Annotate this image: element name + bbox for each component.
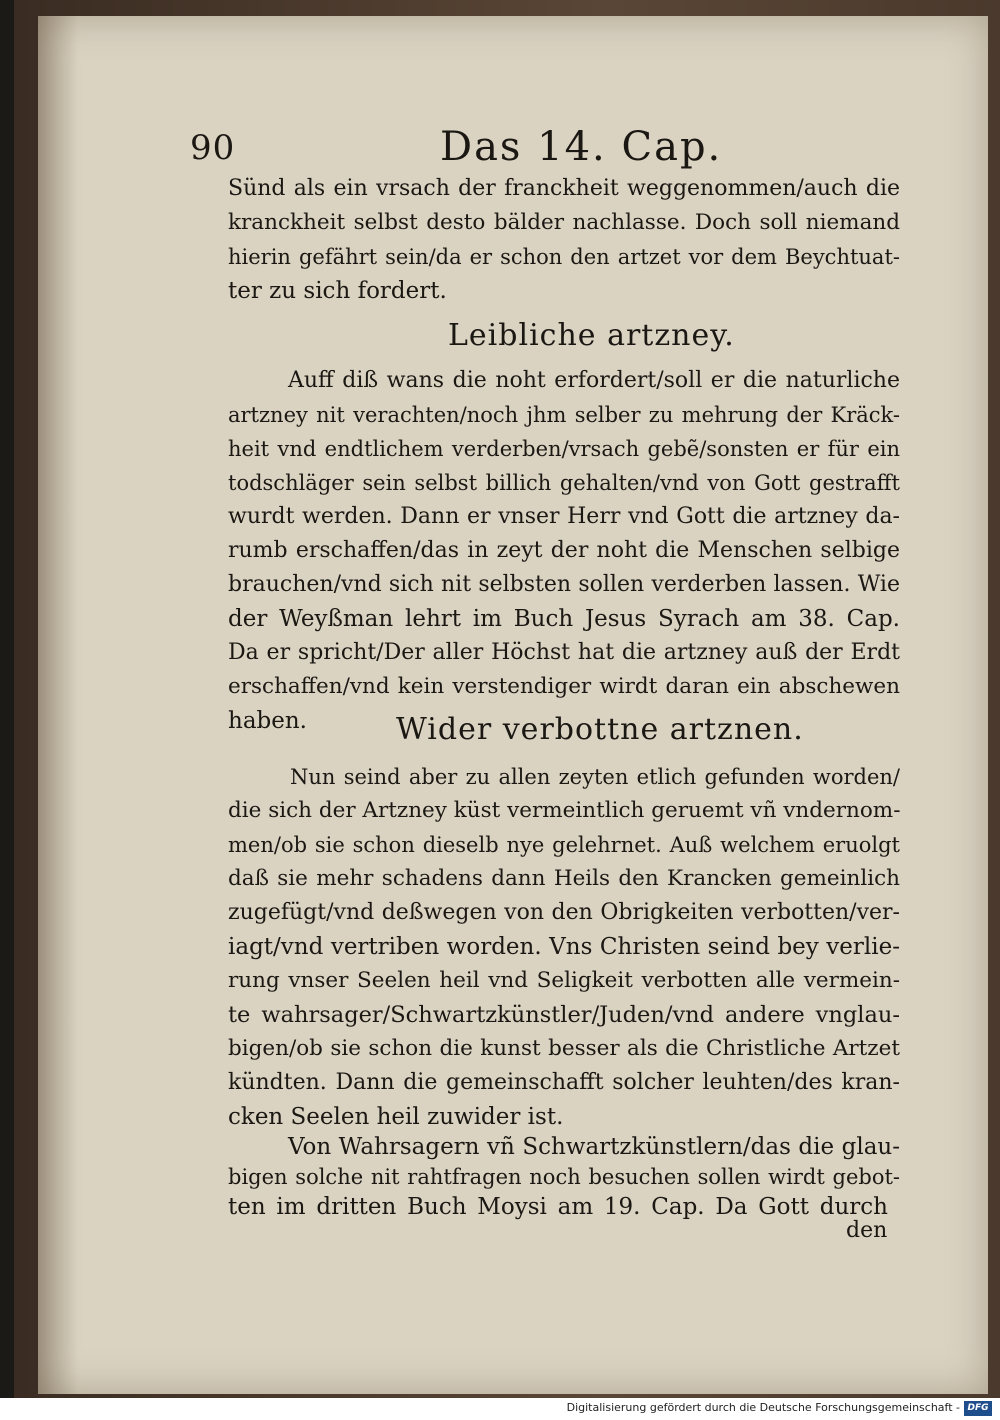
section-heading: Wider verbottne artznen. (396, 712, 804, 747)
catchword: den (846, 1218, 888, 1243)
text-line: haben. (228, 708, 307, 734)
text-line: rumb erschaffen/das in zeyt der noht die Menschen selbige (228, 538, 900, 563)
text-line: artzney nit verachten/noch jhm selber zu mehrung der Kräck- (228, 403, 900, 427)
text-line: kündten. Dann die gemeinschafft solcher leuhten/des kran- (228, 1070, 900, 1095)
section-heading: Leibliche artzney. (448, 318, 735, 353)
text-line: ter zu sich fordert. (228, 278, 447, 304)
text-line: Auff diß wans die noht erfordert/soll er die naturliche (288, 368, 900, 393)
text-line: todschläger sein selbst billich gehalten/vnd von Gott gestrafft (228, 471, 900, 495)
page-number: 90 (190, 128, 236, 168)
text-line: wurdt werden. Dann er vnser Herr vnd Gott die artzney da- (228, 504, 900, 529)
text-line: heit vnd endtlichem verderben/vrsach gebẽ/sonsten er für ein (228, 437, 900, 461)
footer-bar (0, 1398, 1000, 1420)
text-line: zugefügt/vnd deßwegen von den Obrigkeiten verbotten/ver- (228, 900, 900, 925)
text-line: daß sie mehr schadens dann Heils den Krancken gemeinlich (228, 866, 900, 891)
text-line: Da er spricht/Der aller Höchst hat die artzney auß der Erdt (228, 640, 900, 665)
text-line: iagt/vnd vertriben worden. Vns Christen seind bey verlie- (228, 934, 900, 960)
text-line: Sünd als ein vrsach der franckheit weggenommen/auch die (228, 176, 900, 201)
text-line: cken Seelen heil zuwider ist. (228, 1104, 564, 1130)
text-line: erschaffen/vnd kein verstendiger wirdt daran ein abschewen (228, 674, 900, 699)
text-line: der Weyßman lehrt im Buch Jesus Syrach am 38. Cap. (228, 606, 900, 632)
text-line: te wahrsager/Schwartzkünstler/Juden/vnd andere vnglau- (228, 1002, 900, 1028)
text-line: Von Wahrsagern vñ Schwartzkünstlern/das die glau- (288, 1134, 900, 1160)
running-head: Das 14. Cap. (440, 124, 723, 170)
text-line: Nun seind aber zu allen zeyten etlich gefunden worden/ (290, 765, 900, 789)
text-line: kranckheit selbst desto bälder nachlasse. Doch soll niemand (228, 210, 900, 235)
text-line: ten im dritten Buch Moysi am 19. Cap. Da Gott durch (228, 1194, 888, 1220)
funding-notice: Digitalisierung gefördert durch die Deutsche Forschungsgemeinschaft - (566, 1401, 960, 1414)
text-line: men/ob sie schon dieselb nye gelehrnet. Auß welchem eruolgt (228, 833, 900, 857)
text-line: hierin gefährt sein/da er schon den artzet vor dem Beychtuat- (228, 245, 900, 269)
dfg-logo: DFG (964, 1401, 992, 1416)
text-line: die sich der Artzney küst vermeintlich geruemt vñ vndernom- (228, 798, 901, 823)
text-line: rung vnser Seelen heil vnd Seligkeit verbotten alle vermein- (228, 968, 900, 993)
text-line: bigen/ob sie schon die kunst besser als die Christliche Artzet (228, 1036, 900, 1061)
text-line: brauchen/vnd sich nit selbsten sollen verderben lassen. Wie (228, 572, 900, 597)
text-line: bigen solche nit rahtfragen noch besuchen sollen wirdt gebot- (228, 1165, 900, 1189)
